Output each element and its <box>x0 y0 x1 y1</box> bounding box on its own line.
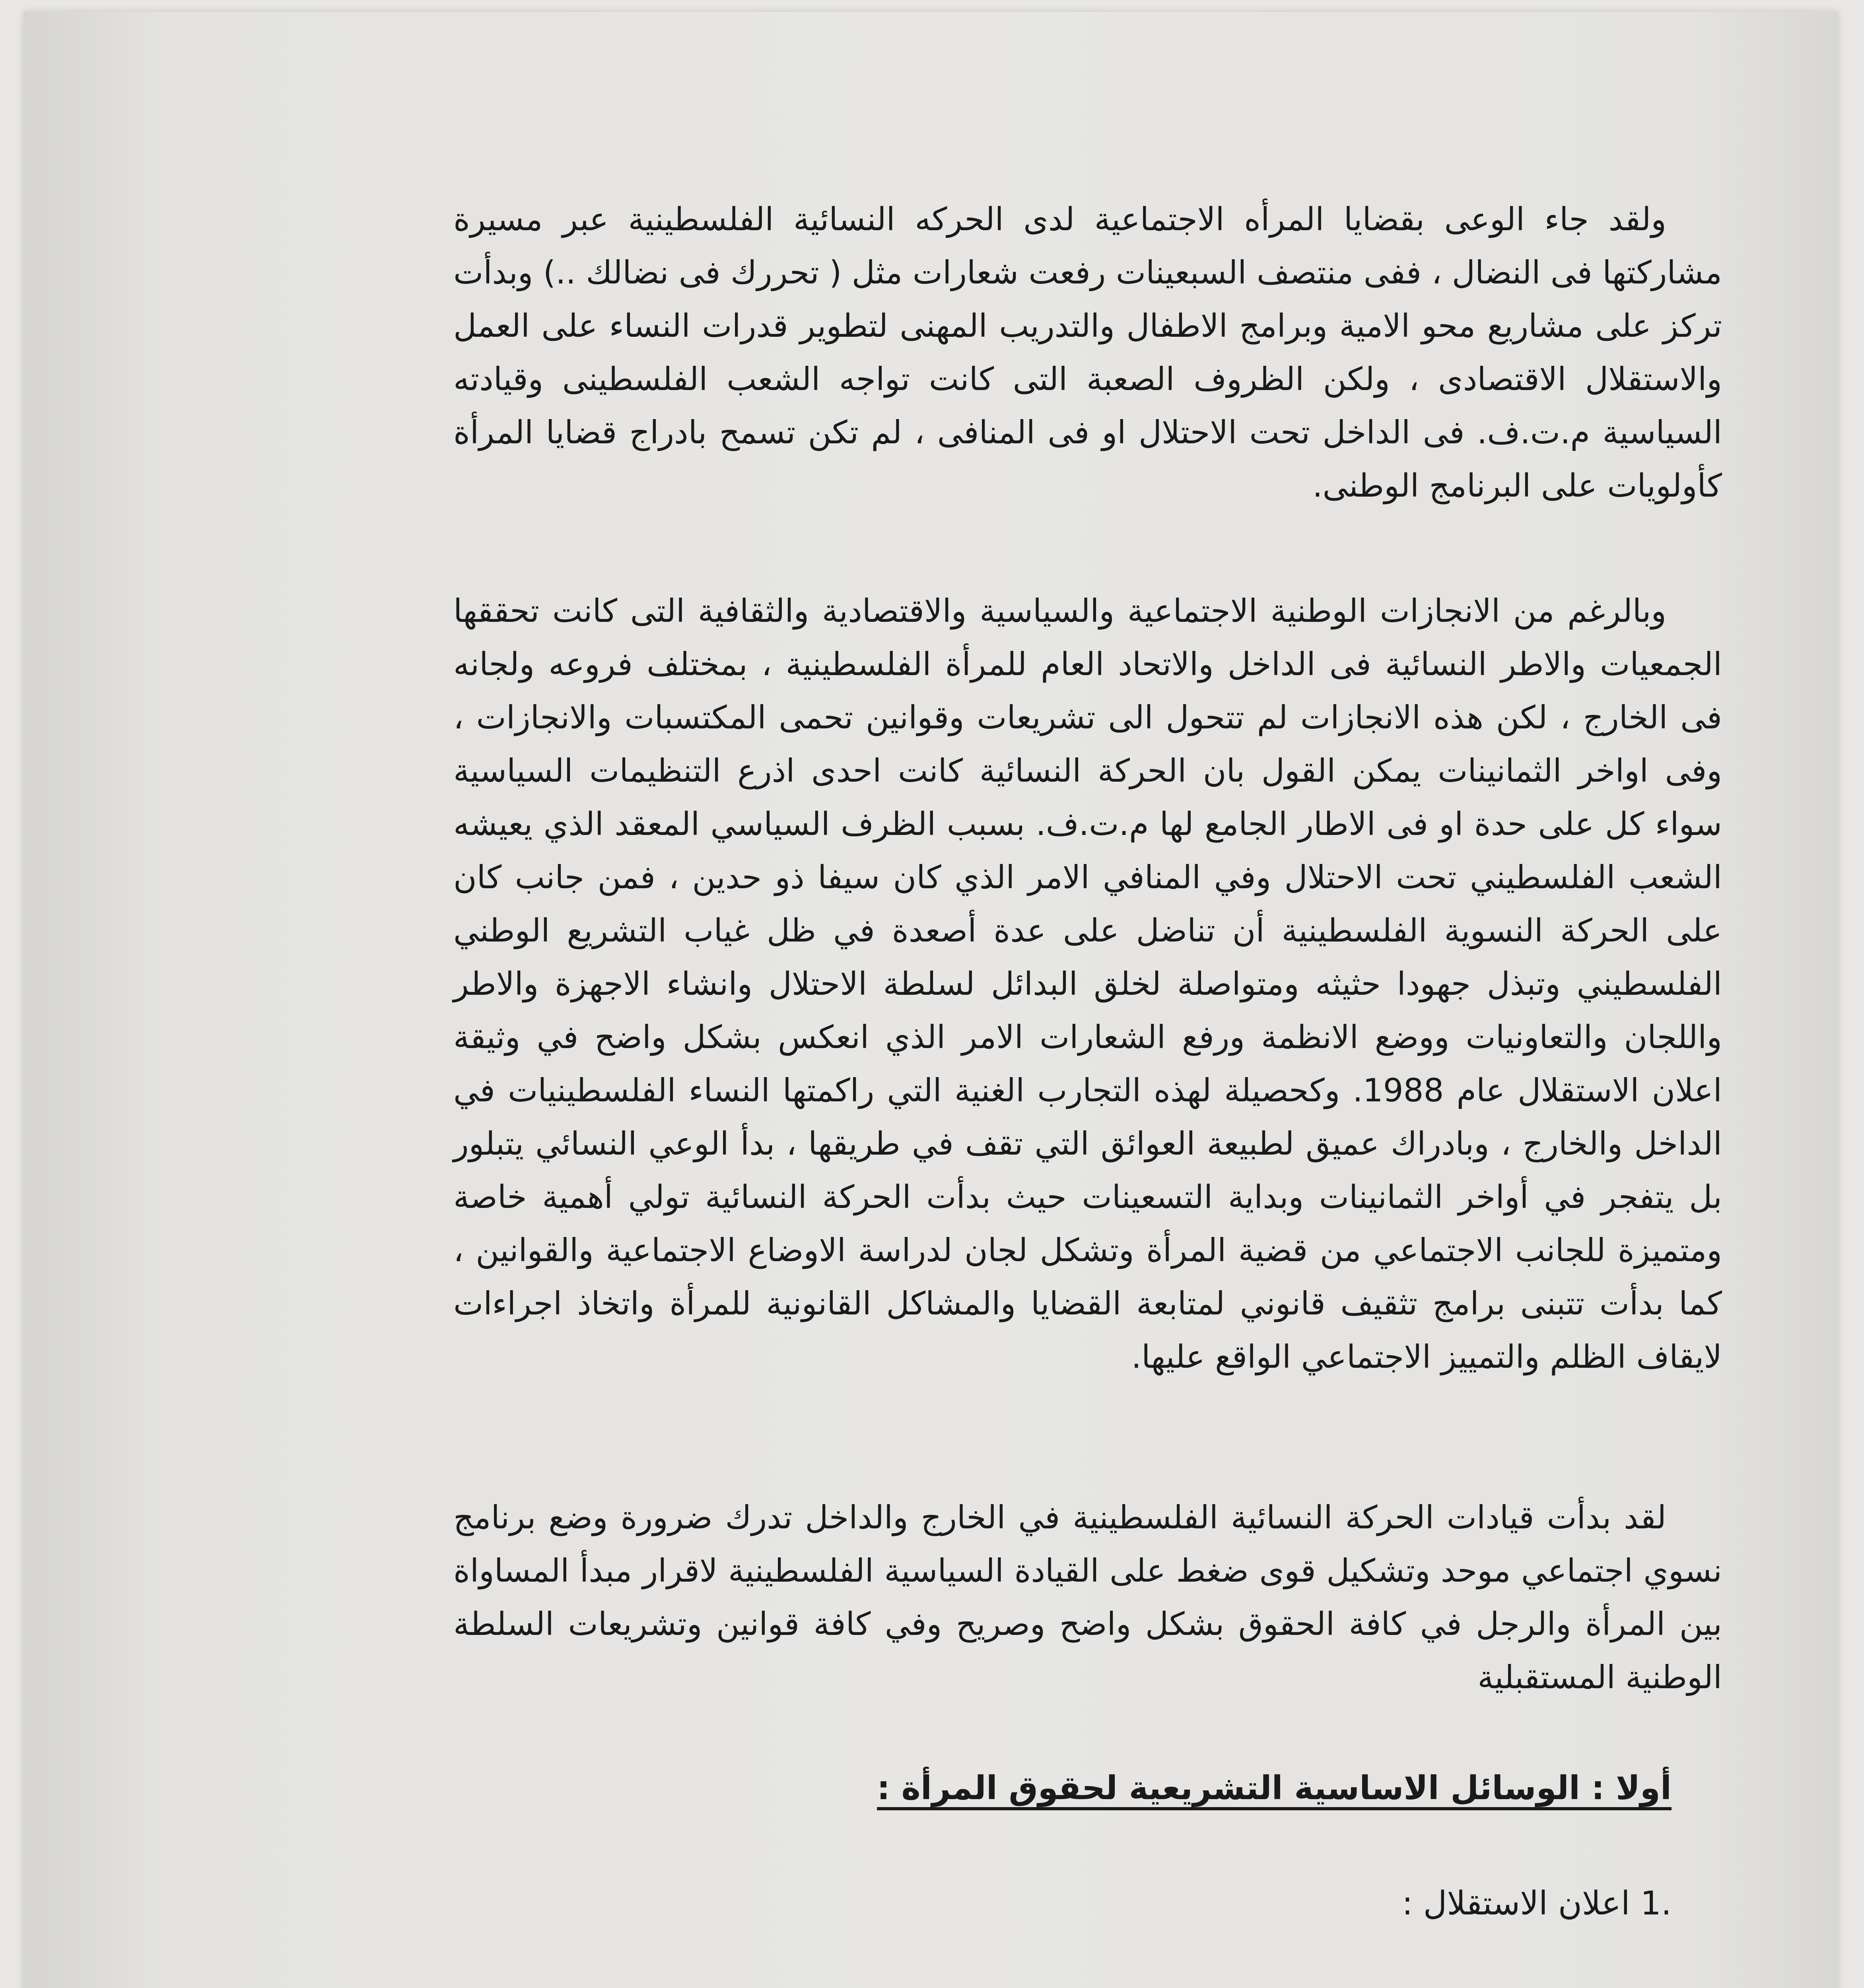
paragraph-1-container <box>453 193 1722 513</box>
subheading: .1 اعلان الاستقلال : <box>1402 1885 1672 1922</box>
paragraph-2-container <box>453 584 1722 1384</box>
paragraph-1: ولقد جاء الوعى بقضايا المرأه الاجتماعية لدى الحركه النسائية الفلسطينية عبر مسيرة مشاركتها فى النضال ، ففى منتصف السبعينات رفعت شعارات مثل ( تحررك فى نضالك ..) وبدأت تركز على مشاريع محو الامية وبرامج الاطفال والتدريب المهنى لتطوير قدرات النساء على العمل والاستقلال الاقتصادى ، ولكن الظروف الصعبة التى كانت تواجه الشعب الفلسطينى وقيادته السياسية م.ت.ف. فى الداخل تحت الاحتلال او فى المنافى ، لم تكن تسمح بادراج قضايا المرأة كأولويات على البرنامج الوطنى. <box>453 201 1722 504</box>
paragraph-4 <box>453 1984 1722 1988</box>
paragraph-4-container <box>453 1984 1722 1988</box>
paragraph-3: لقد بدأت قيادات الحركة النسائية الفلسطينية في الخارج والداخل تدرك ضرورة وضع برنامج نسوي اجتماعي موحد وتشكيل قوى ضغط على القيادة السياسية الفلسطينية لاقرار مبدأ المساواة بين المرأة والرجل في كافة الحقوق بشكل واضح وصريح وفي كافة قوانين وتشريعات السلطة الوطنية المستقبلية <box>453 1499 1722 1696</box>
document-page <box>24 12 1837 1988</box>
section-heading: أولا : الوسائل الاساسية التشريعية لحقوق المرأة : <box>877 1769 1672 1807</box>
paragraph-3-container <box>453 1491 1722 1704</box>
paragraph-2: وبالرغم من الانجازات الوطنية الاجتماعية والسياسية والاقتصادية والثقافية التى كانت تحققها الجمعيات والاطر النسائية فى الداخل والاتحاد العام للمرأة الفلسطينية ، بمختلف فروعه ولجانه فى الخارج ، لكن هذه الانجازات لم تتحول الى تشريعات وقوانين تحمى المكتسبات والانجازات ، وفى اواخر الثمانينات يمكن القول بان الحركة النسائية كانت احدى اذرع التنظيمات السياسية سواء كل على حدة او فى الاطار الجامع لها م.ت.ف. بسبب الظرف السياسي المعقد الذي يعيشه الشعب الفلسطيني تحت الاحتلال وفي المنافي الامر الذي كان سيفا ذو حدين ، فمن جانب كان على الحركة النسوية الفلسطينية أن تناضل على عدة أصعدة في ظل غياب التشريع الوطني الفلسطيني وتبذل جهودا حثيثه ومتواصلة لخلق البدائل لسلطة الاحتلال وانشاء الاجهزة والاطر واللجان والتعاونيات ووضع الانظمة ورفع الشعارات الامر الذي انعكس بشكل واضح في وثيقة اعلان الاستقلال عام 1988. وكحصيلة لهذه التجارب الغنية التي راكمتها النساء الفلسطينيات في الداخل والخارج ، وبادراك عميق لطبيعة العوائق التي تقف في طريقها ، بدأ الوعي النسائي يتبلور بل يتفجر في أواخر الثمانينات وبداية التسعينات حيث بدأت الحركة النسائية تولي أهمية خاصة ومتميزة للجانب الاجتماعي من قضية المرأة وتشكل لجان لدراسة الاوضاع الاجتماعية والقوانين ، كما بدأت تتبنى برامج تثقيف قانوني لمتابعة القضايا والمشاكل القانونية للمرأة واتخاذ اجراءات لايقاف الظلم والتمييز الاجتماعي الواقع عليها. <box>453 592 1722 1375</box>
